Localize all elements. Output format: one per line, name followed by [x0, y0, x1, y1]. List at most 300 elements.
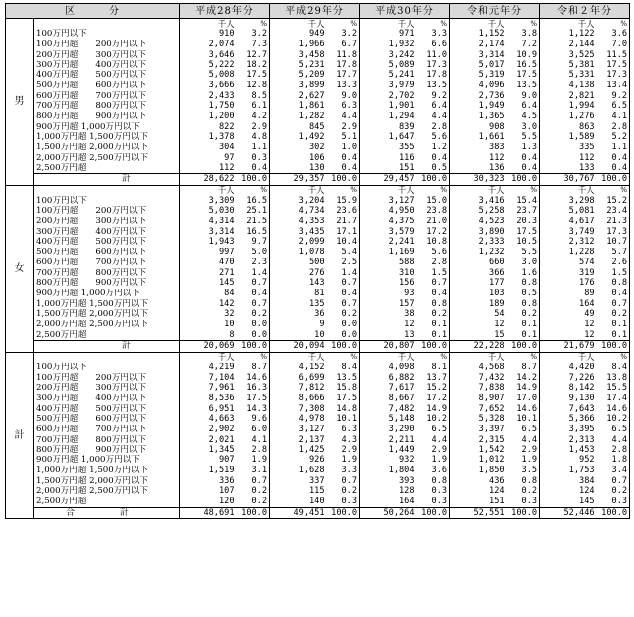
count-cell: 7,226 — [540, 373, 597, 383]
group-label: 男 — [6, 19, 34, 186]
total-percent-cell: 100.0 — [597, 507, 630, 518]
count-cell: 997 — [180, 248, 237, 258]
percent-cell: 3.4 — [597, 466, 630, 476]
percent-cell: 15.4 — [507, 196, 540, 206]
count-cell: 5,319 — [450, 70, 507, 80]
percent-cell: 13.5 — [327, 373, 360, 383]
percent-cell: 14.8 — [327, 404, 360, 414]
percent-cell: 6.5 — [417, 425, 450, 435]
table-row — [6, 40, 630, 50]
percent-cell: 25.1 — [237, 206, 270, 216]
percent-cell: 1.9 — [417, 455, 450, 465]
count-cell: 6,699 — [270, 373, 327, 383]
count-cell: 319 — [540, 268, 597, 278]
header-row — [6, 4, 630, 19]
income-bracket-label: 700万円超 800万円以下 — [36, 101, 147, 112]
unit-count: 千人 — [180, 352, 237, 363]
count-cell: 3,525 — [540, 50, 597, 60]
percent-cell: 17.5 — [507, 227, 540, 237]
count-cell: 1,542 — [450, 445, 507, 455]
percent-cell: 6.3 — [327, 425, 360, 435]
count-cell: 2,174 — [450, 40, 507, 50]
count-cell: 7,812 — [270, 383, 327, 393]
count-cell: 436 — [450, 476, 507, 486]
count-cell: 574 — [540, 258, 597, 268]
percent-cell: 21.0 — [417, 217, 450, 227]
income-bracket-label: 100万円以下 — [36, 29, 87, 39]
percent-cell: 3.3 — [417, 29, 450, 39]
percent-cell: 18.2 — [237, 60, 270, 70]
percent-cell: 1.4 — [327, 268, 360, 278]
percent-cell: 10.4 — [327, 237, 360, 247]
group-label: 計 — [6, 352, 34, 519]
unit-count: 千人 — [540, 352, 597, 363]
unit-row — [6, 352, 630, 363]
percent-cell: 6.4 — [507, 101, 540, 111]
count-cell: 304 — [180, 143, 237, 153]
percent-cell: 3.6 — [417, 466, 450, 476]
count-cell: 1,589 — [540, 132, 597, 142]
percent-cell: 0.1 — [597, 330, 630, 341]
count-cell: 10 — [270, 330, 327, 341]
count-cell: 1,519 — [180, 466, 237, 476]
count-cell: 366 — [450, 268, 507, 278]
count-cell: 949 — [270, 29, 327, 39]
income-bracket-label: 2,500万円超 — [36, 496, 87, 507]
table-row — [6, 70, 630, 80]
count-cell: 2,702 — [360, 91, 417, 101]
count-cell: 157 — [360, 299, 417, 309]
percent-cell: 15.0 — [417, 196, 450, 206]
count-cell: 910 — [180, 29, 237, 39]
count-cell: 38 — [360, 309, 417, 319]
year-header: 平成28年分 — [180, 4, 270, 19]
percent-cell: 21.3 — [597, 217, 630, 227]
table-row — [6, 237, 630, 247]
table-row — [6, 268, 630, 278]
percent-cell: 4.4 — [327, 112, 360, 122]
count-cell: 3,416 — [450, 196, 507, 206]
count-cell: 164 — [360, 497, 417, 508]
count-cell: 2,241 — [360, 237, 417, 247]
percent-cell: 0.7 — [327, 278, 360, 288]
count-cell: 1,294 — [360, 112, 417, 122]
total-count-cell: 50,264 — [360, 507, 417, 518]
percent-cell: 1.0 — [327, 143, 360, 153]
blank-cell — [34, 19, 180, 30]
count-cell: 12 — [540, 330, 597, 341]
income-bracket-label: 100万円超 200万円以下 — [36, 373, 147, 383]
category-header: 区 分 — [6, 4, 180, 19]
total-percent-cell: 100.0 — [237, 174, 270, 185]
income-bracket-label: 100万円超 200万円以下 — [36, 206, 147, 216]
unit-count: 千人 — [360, 352, 417, 363]
income-bracket-label: 300万円超 400万円以下 — [36, 226, 147, 237]
percent-cell: 20.3 — [507, 217, 540, 227]
count-cell: 1,994 — [540, 101, 597, 111]
count-cell: 89 — [540, 289, 597, 299]
total-percent-cell: 100.0 — [597, 341, 630, 352]
percent-cell: 0.3 — [417, 497, 450, 508]
total-percent-cell: 100.0 — [417, 174, 450, 185]
count-cell: 151 — [360, 163, 417, 174]
count-cell: 4,950 — [360, 206, 417, 216]
percent-cell: 17.7 — [327, 70, 360, 80]
unit-count: 千人 — [180, 19, 237, 30]
percent-cell: 0.7 — [237, 476, 270, 486]
percent-cell: 17.5 — [507, 70, 540, 80]
table-row — [6, 373, 630, 383]
percent-cell: 6.7 — [327, 40, 360, 50]
percent-cell: 1.1 — [237, 143, 270, 153]
total-percent-cell: 100.0 — [327, 507, 360, 518]
percent-cell: 4.4 — [507, 435, 540, 445]
percent-cell: 8.7 — [507, 363, 540, 373]
table-row — [6, 143, 630, 153]
unit-percent: % — [507, 352, 540, 363]
income-bracket-label: 600万円超 700万円以下 — [36, 424, 147, 435]
percent-cell: 8.1 — [417, 363, 450, 373]
income-bracket-label: 200万円超 300万円以下 — [36, 49, 147, 60]
count-cell: 4,314 — [180, 217, 237, 227]
count-cell: 3,646 — [180, 50, 237, 60]
count-cell: 6,951 — [180, 404, 237, 414]
percent-cell: 3.1 — [237, 466, 270, 476]
percent-cell: 0.1 — [417, 320, 450, 330]
percent-cell: 3.3 — [327, 466, 360, 476]
percent-cell: 10.1 — [507, 414, 540, 424]
count-cell: 5,008 — [180, 70, 237, 80]
table-row — [6, 404, 630, 414]
count-cell: 103 — [450, 289, 507, 299]
count-cell: 7,838 — [450, 383, 507, 393]
percent-cell: 0.7 — [237, 278, 270, 288]
percent-cell: 5.5 — [507, 132, 540, 142]
count-cell: 839 — [360, 122, 417, 132]
income-bracket-label: 1,000万円超 1,500万円以下 — [36, 299, 149, 309]
count-cell: 136 — [450, 163, 507, 174]
table-row — [6, 60, 630, 70]
income-bracket-label: 500万円超 600万円以下 — [36, 80, 147, 91]
total-row — [6, 507, 630, 518]
total-percent-cell: 100.0 — [237, 507, 270, 518]
income-bracket-label: 2,000万円超 2,500万円以下 — [36, 152, 149, 163]
count-cell: 7,652 — [450, 404, 507, 414]
count-cell: 1,492 — [270, 132, 327, 142]
percent-cell: 1.6 — [507, 268, 540, 278]
total-row — [6, 341, 630, 352]
count-cell: 4,152 — [270, 363, 327, 373]
percent-cell: 13.8 — [597, 373, 630, 383]
percent-cell: 4.8 — [237, 132, 270, 142]
percent-cell: 16.5 — [237, 196, 270, 206]
percent-cell: 9.2 — [597, 91, 630, 101]
percent-cell: 1.9 — [237, 455, 270, 465]
count-cell: 2,144 — [540, 40, 597, 50]
percent-cell: 4.1 — [237, 435, 270, 445]
income-bracket-label: 700万円超 800万円以下 — [36, 434, 147, 445]
percent-cell: 12.8 — [237, 81, 270, 91]
percent-cell: 3.0 — [507, 258, 540, 268]
percent-cell: 16.5 — [507, 60, 540, 70]
percent-cell: 0.0 — [327, 320, 360, 330]
percent-cell: 0.7 — [237, 299, 270, 309]
count-cell: 4,420 — [540, 363, 597, 373]
count-cell: 81 — [270, 289, 327, 299]
count-cell: 84 — [180, 289, 237, 299]
percent-cell: 17.3 — [417, 60, 450, 70]
percent-cell: 0.8 — [417, 299, 450, 309]
count-cell: 1,122 — [540, 29, 597, 39]
percent-cell: 16.3 — [237, 383, 270, 393]
percent-cell: 15.8 — [327, 383, 360, 393]
unit-percent: % — [507, 185, 540, 196]
income-bracket-label: 1,000万円超 1,500万円以下 — [36, 465, 149, 476]
percent-cell: 2.8 — [597, 445, 630, 455]
percent-cell: 21.5 — [237, 217, 270, 227]
count-cell: 926 — [270, 455, 327, 465]
total-percent-cell: 100.0 — [327, 341, 360, 352]
count-cell: 12 — [540, 320, 597, 330]
count-cell: 9,130 — [540, 394, 597, 404]
income-bracket-label: 100万円以下 — [36, 196, 87, 206]
income-bracket-label: 100万円以下 — [36, 362, 87, 373]
table-row — [6, 227, 630, 237]
count-cell: 1,661 — [450, 132, 507, 142]
percent-cell: 13.5 — [417, 81, 450, 91]
income-bracket-label: 600万円超 700万円以下 — [36, 91, 147, 101]
count-cell: 335 — [540, 143, 597, 153]
count-cell: 384 — [540, 476, 597, 486]
count-cell: 3,979 — [360, 81, 417, 91]
count-cell: 1,276 — [540, 112, 597, 122]
count-cell: 1,078 — [270, 248, 327, 258]
table-row — [6, 248, 630, 258]
count-cell: 3,127 — [360, 196, 417, 206]
percent-cell: 0.8 — [507, 299, 540, 309]
total-label: 合 計 — [34, 507, 180, 518]
table-row — [6, 122, 630, 132]
count-cell: 4,663 — [180, 414, 237, 424]
count-cell: 5,231 — [270, 60, 327, 70]
income-bracket-label: 400万円超 500万円以下 — [36, 403, 147, 414]
percent-cell: 6.1 — [237, 101, 270, 111]
income-bracket-label: 2,500万円超 — [36, 329, 87, 340]
count-cell: 8,667 — [360, 394, 417, 404]
count-cell: 145 — [180, 278, 237, 288]
count-cell: 15 — [450, 330, 507, 341]
total-count-cell: 29,357 — [270, 174, 327, 185]
percent-cell: 0.4 — [327, 153, 360, 163]
count-cell: 1,425 — [270, 445, 327, 455]
percent-cell: 0.8 — [597, 278, 630, 288]
count-cell: 1,628 — [270, 466, 327, 476]
unit-count: 千人 — [270, 19, 327, 30]
count-cell: 3,435 — [270, 227, 327, 237]
percent-cell: 23.6 — [327, 206, 360, 216]
count-cell: 143 — [270, 278, 327, 288]
count-cell: 116 — [360, 153, 417, 163]
unit-count: 千人 — [540, 185, 597, 196]
percent-cell: 3.0 — [507, 122, 540, 132]
unit-percent: % — [327, 352, 360, 363]
percent-cell: 11.0 — [417, 50, 450, 60]
count-cell: 7,961 — [180, 383, 237, 393]
percent-cell: 2.8 — [597, 122, 630, 132]
count-cell: 932 — [360, 455, 417, 465]
percent-cell: 7.2 — [507, 40, 540, 50]
count-cell: 1,850 — [450, 466, 507, 476]
percent-cell: 14.9 — [507, 383, 540, 393]
percent-cell: 9.6 — [237, 414, 270, 424]
count-cell: 588 — [360, 258, 417, 268]
percent-cell: 0.2 — [597, 486, 630, 496]
table-row — [6, 163, 630, 174]
total-percent-cell: 100.0 — [507, 507, 540, 518]
count-cell: 8 — [180, 330, 237, 341]
count-cell: 1,804 — [360, 466, 417, 476]
table-row — [6, 91, 630, 101]
count-cell: 8,142 — [540, 383, 597, 393]
percent-cell: 5.6 — [417, 132, 450, 142]
count-cell: 3,666 — [180, 81, 237, 91]
count-cell: 7,482 — [360, 404, 417, 414]
count-cell: 112 — [180, 163, 237, 174]
percent-cell: 17.5 — [327, 394, 360, 404]
count-cell: 128 — [360, 486, 417, 496]
count-cell: 1,378 — [180, 132, 237, 142]
percent-cell: 17.3 — [597, 70, 630, 80]
count-cell: 112 — [450, 153, 507, 163]
count-cell: 908 — [450, 122, 507, 132]
total-count-cell: 52,446 — [540, 507, 597, 518]
percent-cell: 7.0 — [597, 40, 630, 50]
count-cell: 3,579 — [360, 227, 417, 237]
count-cell: 3,127 — [270, 425, 327, 435]
count-cell: 2,021 — [180, 435, 237, 445]
percent-cell: 2.8 — [417, 122, 450, 132]
percent-cell: 0.3 — [597, 497, 630, 508]
total-label: 計 — [34, 174, 180, 185]
count-cell: 310 — [360, 268, 417, 278]
count-cell: 115 — [270, 486, 327, 496]
percent-cell: 0.5 — [417, 163, 450, 174]
income-bracket-label: 800万円超 900万円以下 — [36, 111, 147, 122]
unit-percent: % — [237, 352, 270, 363]
unit-count: 千人 — [540, 19, 597, 30]
percent-cell: 4.3 — [327, 435, 360, 445]
total-count-cell: 52,551 — [450, 507, 507, 518]
percent-cell: 2.8 — [417, 258, 450, 268]
percent-cell: 2.9 — [327, 122, 360, 132]
percent-cell: 4.4 — [417, 112, 450, 122]
percent-cell: 10.7 — [597, 237, 630, 247]
count-cell: 1,228 — [540, 248, 597, 258]
total-count-cell: 20,069 — [180, 341, 237, 352]
count-cell: 1,232 — [450, 248, 507, 258]
count-cell: 3,204 — [270, 196, 327, 206]
count-cell: 1,932 — [360, 40, 417, 50]
count-cell: 1,169 — [360, 248, 417, 258]
percent-cell: 8.5 — [237, 91, 270, 101]
count-cell: 5,258 — [450, 206, 507, 216]
table-row — [6, 445, 630, 455]
percent-cell: 6.3 — [327, 101, 360, 111]
table-row — [6, 101, 630, 111]
count-cell: 4,138 — [540, 81, 597, 91]
total-percent-cell: 100.0 — [327, 174, 360, 185]
count-cell: 5,081 — [540, 206, 597, 216]
percent-cell: 14.6 — [507, 404, 540, 414]
count-cell: 3,397 — [450, 425, 507, 435]
percent-cell: 4.4 — [417, 435, 450, 445]
count-cell: 2,211 — [360, 435, 417, 445]
total-count-cell: 21,679 — [540, 341, 597, 352]
percent-cell: 5.1 — [327, 132, 360, 142]
percent-cell: 0.5 — [507, 289, 540, 299]
unit-percent: % — [237, 185, 270, 196]
count-cell: 13 — [360, 330, 417, 341]
income-bracket-label: 300万円超 400万円以下 — [36, 393, 147, 404]
count-cell: 845 — [270, 122, 327, 132]
percent-cell: 0.3 — [507, 497, 540, 508]
percent-cell: 0.0 — [237, 320, 270, 330]
count-cell: 3,458 — [270, 50, 327, 60]
percent-cell: 15.2 — [597, 196, 630, 206]
count-cell: 302 — [270, 143, 327, 153]
percent-cell: 0.2 — [597, 309, 630, 319]
table-row — [6, 81, 630, 91]
percent-cell: 17.0 — [507, 394, 540, 404]
count-cell: 271 — [180, 268, 237, 278]
unit-percent: % — [597, 19, 630, 30]
total-count-cell: 20,807 — [360, 341, 417, 352]
percent-cell: 15.9 — [327, 196, 360, 206]
percent-cell: 2.6 — [597, 258, 630, 268]
percent-cell: 0.4 — [417, 153, 450, 163]
income-distribution-table — [5, 3, 630, 519]
total-label: 計 — [34, 341, 180, 352]
percent-cell: 4.2 — [237, 112, 270, 122]
count-cell: 1,200 — [180, 112, 237, 122]
unit-count: 千人 — [270, 352, 327, 363]
table-row — [6, 414, 630, 424]
total-count-cell: 30,323 — [450, 174, 507, 185]
count-cell: 822 — [180, 122, 237, 132]
income-bracket-label: 500万円超 600万円以下 — [36, 414, 147, 424]
count-cell: 3,242 — [360, 50, 417, 60]
percent-cell: 5.2 — [597, 132, 630, 142]
income-bracket-label: 500万円超 600万円以下 — [36, 247, 147, 258]
percent-cell: 0.4 — [417, 289, 450, 299]
count-cell: 383 — [450, 143, 507, 153]
count-cell: 142 — [180, 299, 237, 309]
count-cell: 133 — [540, 163, 597, 174]
count-cell: 8,907 — [450, 394, 507, 404]
percent-cell: 0.2 — [327, 486, 360, 496]
table-row — [6, 497, 630, 508]
percent-cell: 13.5 — [507, 81, 540, 91]
table-row — [6, 486, 630, 496]
count-cell: 1,966 — [270, 40, 327, 50]
count-cell: 3,298 — [540, 196, 597, 206]
percent-cell: 0.2 — [327, 309, 360, 319]
income-bracket-label: 200万円超 300万円以下 — [36, 383, 147, 394]
count-cell: 1,152 — [450, 29, 507, 39]
count-cell: 470 — [180, 258, 237, 268]
count-cell: 393 — [360, 476, 417, 486]
percent-cell: 1.8 — [597, 455, 630, 465]
